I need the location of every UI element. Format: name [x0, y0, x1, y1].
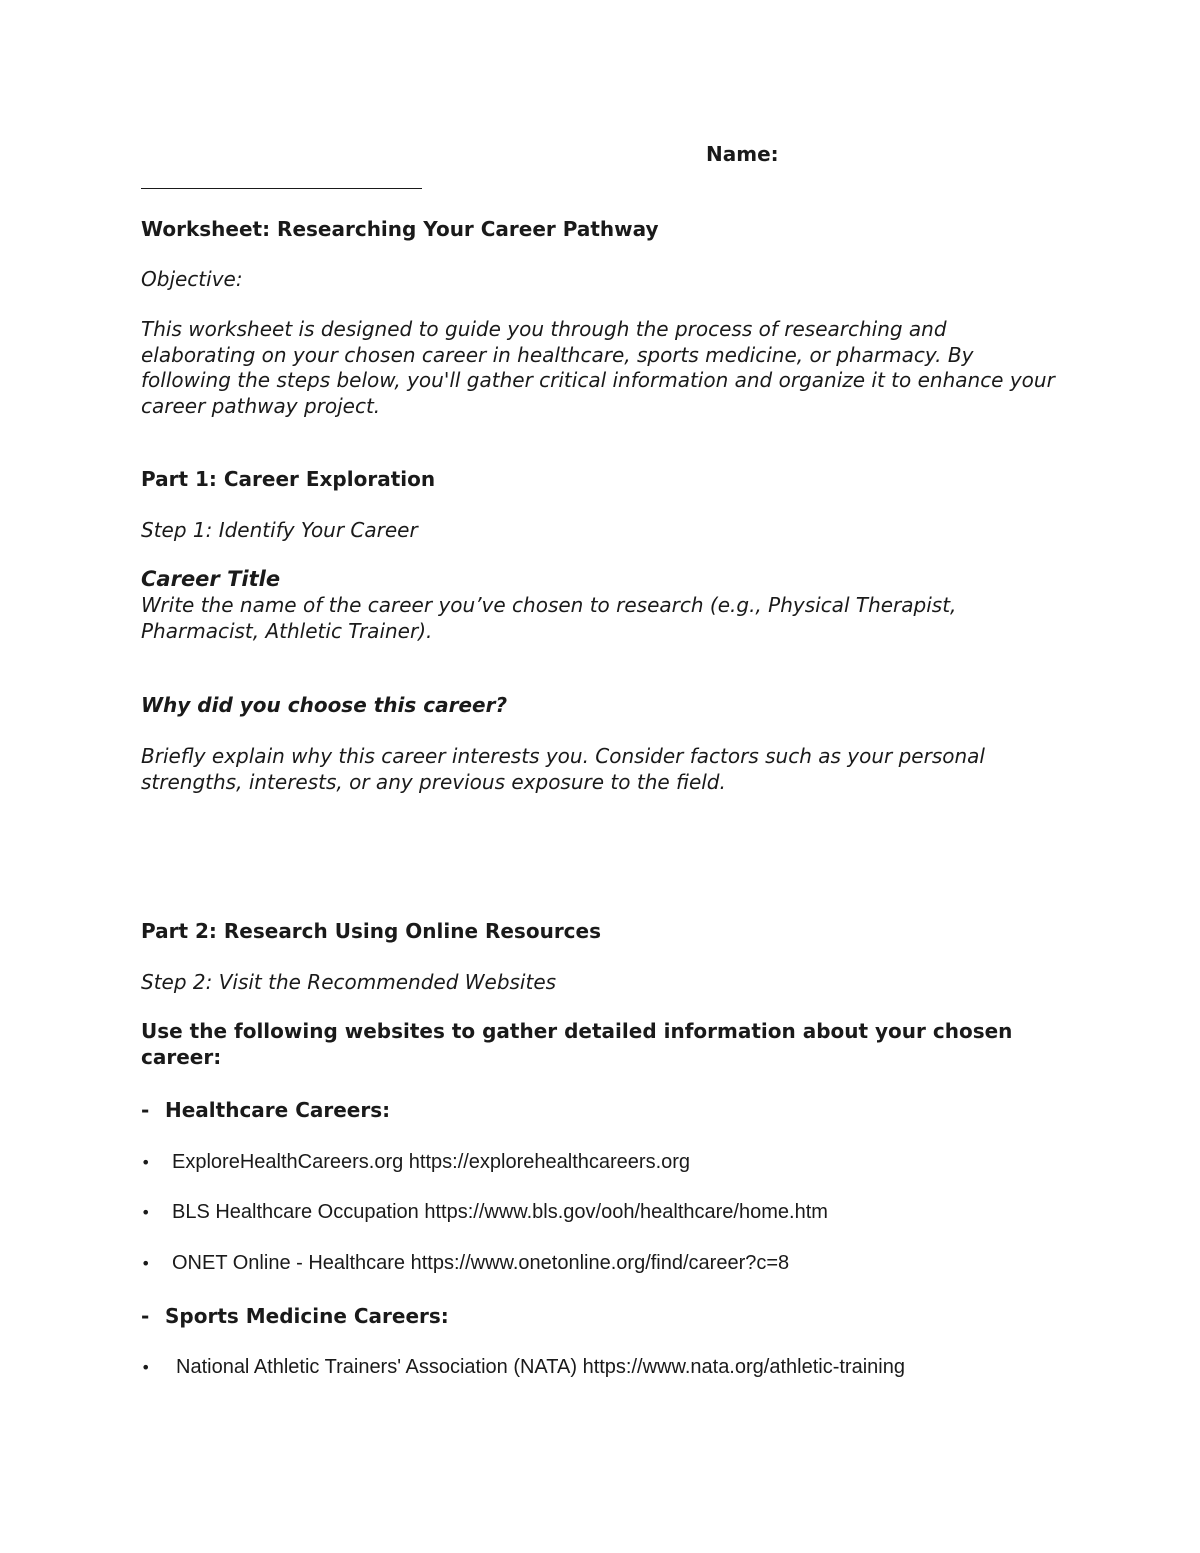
why-career-heading: Why did you choose this career?	[141, 693, 508, 717]
dash-marker: -	[141, 1098, 150, 1122]
healthcare-careers-heading	[141, 1098, 390, 1122]
sports-medicine-careers-heading	[141, 1304, 449, 1328]
name-blank-line	[141, 188, 422, 189]
career-title-instructions: Write the name of the career you’ve chosen to research (e.g., Physical Therapist, Pharmacist, Athletic Trainer).	[141, 593, 957, 643]
list-item	[141, 1355, 1041, 1407]
why-career-instructions: Briefly explain why this career interests you. Consider factors such as your personal strengths, interests, or any previous exposure to the field.	[141, 744, 985, 794]
healthcare-careers-label: Healthcare Careers:	[165, 1098, 391, 1122]
sports-medicine-careers-label: Sports Medicine Careers:	[165, 1304, 449, 1328]
list-item	[141, 1150, 1041, 1176]
worksheet-title: Worksheet: Researching Your Career Pathway	[141, 217, 659, 241]
resource-link-text[interactable]: BLS Healthcare Occupation https://www.bls.gov/ooh/healthcare/home.htm	[172, 1201, 828, 1223]
part1-heading: Part 1: Career Exploration	[141, 467, 436, 491]
career-title-label: Career Title	[141, 567, 281, 591]
resource-link-text[interactable]: ONET Online - Healthcare https://www.onetonline.org/find/career?c=8	[172, 1252, 790, 1274]
bullet-icon: •	[141, 1254, 151, 1273]
websites-instruction: Use the following websites to gather detailed information about your chosen career:	[141, 1019, 1013, 1069]
resource-link-text[interactable]: National Athletic Trainers' Association (NATA) https://www.nata.org/athletic-training	[176, 1356, 905, 1378]
dash-marker: -	[141, 1304, 150, 1328]
resource-link-text[interactable]: ExploreHealthCareers.org https://explorehealthcareers.org	[172, 1151, 691, 1173]
step1-label: Step 1: Identify Your Career	[141, 518, 418, 542]
objective-text: This worksheet is designed to guide you through the process of researching and elaborating on your chosen career in healthcare, sports medicine, or pharmacy. By following the steps below, you'll gather critical information and organize it to enhance your career pathway project.	[141, 317, 1055, 418]
part2-heading: Part 2: Research Using Online Resources	[141, 919, 601, 943]
step2-label: Step 2: Visit the Recommended Websites	[141, 970, 557, 994]
bullet-icon: •	[141, 1203, 151, 1222]
list-item	[141, 1200, 1041, 1226]
list-item	[141, 1251, 1041, 1277]
objective-label: Objective:	[141, 267, 243, 291]
name-label: Name:	[706, 142, 779, 166]
bullet-icon: •	[141, 1153, 151, 1172]
bullet-icon: •	[141, 1358, 151, 1377]
